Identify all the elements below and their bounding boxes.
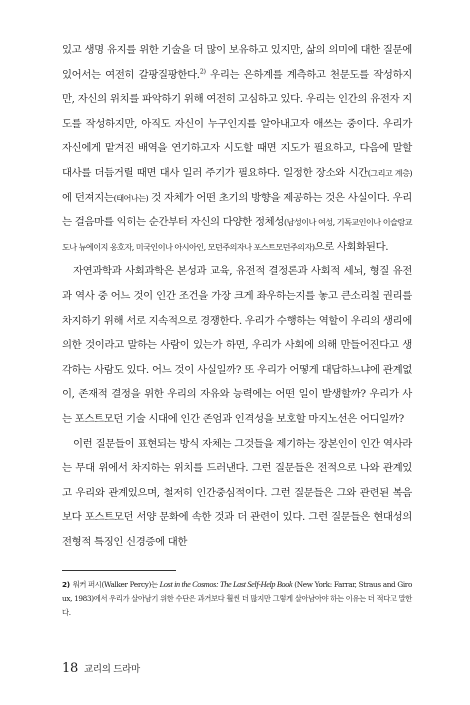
parenthetical-note: (남성이나 여성, 기독교인이나 이슬람교도나 뉴에이지 옹호자, 미국인이나 아시아인, 모던주의자나 포스트모던주의자) bbox=[62, 217, 412, 252]
paragraph-1-text-e: 으로 사회화된다. bbox=[314, 240, 389, 253]
footnote-divider bbox=[62, 570, 176, 571]
body-text bbox=[62, 38, 412, 554]
paragraph-3: 이런 질문들이 표현되는 방식 자체는 그것들을 제기하는 장본인이 인간 역사라는 무대 위에서 차지하는 위치를 드러낸다. 그런 질문들은 전적으로 나와 관계있고 우리와 관계있으며, 철저히 인간중심적이다. 그런 질문들은 그와 관련된 복음보다 포스트모던 서양 문화에 속한 것과 더 관련이 있다. 그런 질문들은 현대성의 전형적 특징인 신경증에 대한 bbox=[62, 437, 412, 548]
parenthetical-note: (태어나는) bbox=[113, 192, 149, 203]
footnote bbox=[62, 578, 412, 621]
footnote-text-after: (New York: Farrar, Straus and Giroux, 1983)에서 우리가 살아남기 위한 수단은 과거보다 훨씬 더 많지만 그렇게 살아남아야 하는 이유는 더 적다고 말한다. bbox=[62, 580, 412, 618]
footnote-reference: 2) bbox=[199, 67, 206, 76]
page-footer bbox=[62, 661, 140, 676]
footnote-number: 2) bbox=[62, 580, 70, 589]
footnote-text-before: 워커 퍼시(Walker Percy)는 bbox=[72, 580, 160, 589]
paragraph-1-text-a: 있고 생명 유지를 위한 기술을 더 많이 보유하고 있지만, 삶의 의미에 대한 질문에 있어서는 여전히 갈팡질팡한다. bbox=[62, 44, 412, 81]
parenthetical-note: (그리고 계층) bbox=[367, 167, 412, 178]
paragraph-2: 자연과학과 사회과학은 본성과 교육, 유전적 결정론과 사회적 세뇌, 형질 유전과 역사 중 어느 것이 인간 조건을 가장 크게 좌우하는지를 놓고 큰소리칠 권리를 차지하기 위해 서로 지속적으로 경쟁한다. 우리가 수행하는 역할이 우리의 생리에 의한 것이라고 말하는 사람이 있는가 하면, 우리가 사회에 의해 만들어진다고 생각하는 사람도 있다. 어느 것이 사실일까? 또 우리가 어떻게 대답하느냐에 관계없이, 존재적 결정을 위한 우리의 자유와 능력에는 어떤 일이 발생할까? 우리가 사는 포스트모던 기술 시대에 인간 존엄과 인격성을 보호할 마지노선은 어디일까? bbox=[62, 265, 412, 425]
page-number: 18 bbox=[62, 661, 78, 676]
paragraph-1-text-b: 우리는 은하계를 계측하고 천문도를 작성하지만, 자신의 위치를 파악하기 위해 여전히 고심하고 있다. 우리는 인간의 유전자 지도를 작성하지만, 아직도 자신이 누구인지를 알아내고자 애쓰는 중이다. 우리가 자신에게 맡겨진 배역을 연기하고자 시도할 때면 지도가 필요하고, 다음에 말할 대사를 더듬거릴 때면 대사 일러 주기가 필요하다. 일정한 장소와 시간 bbox=[62, 68, 412, 179]
paragraph-1 bbox=[62, 38, 412, 259]
footnote-book-title: Lost in the Cosmos: The Last Self-Help Book bbox=[159, 580, 293, 589]
running-title: 교리의 드라마 bbox=[83, 664, 140, 675]
paragraph-1-text-d: 것 자체가 어떤 초기의 방향을 제공하는 것은 사실이다. 우리는 걸음마를 익히는 순간부터 자신의 다양한 정체성 bbox=[62, 191, 412, 229]
paragraph-1-text-c: 에 던져지는 bbox=[62, 191, 114, 204]
